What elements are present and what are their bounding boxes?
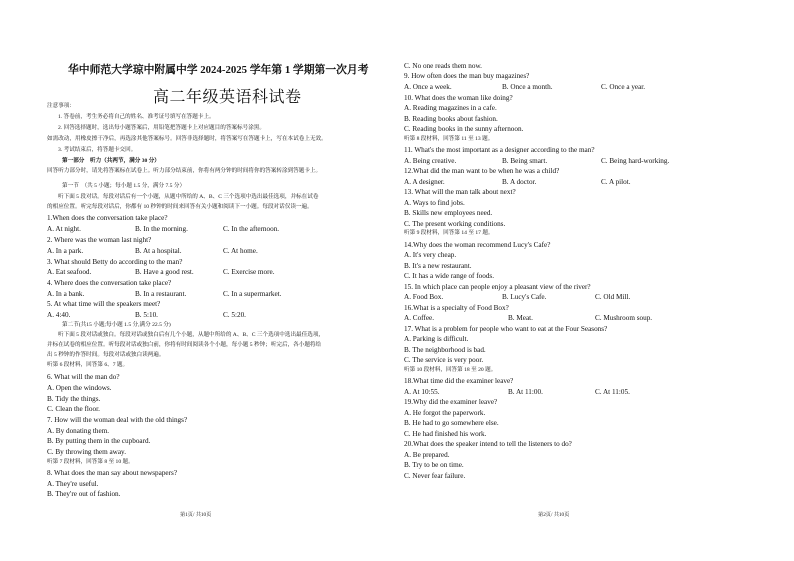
- question-17: 17. What is a problem for people who want to eat at the Four Seasons?: [404, 325, 608, 333]
- option-20b: B. Try to be on time.: [404, 461, 464, 469]
- option-3c: C. Exercise more.: [223, 268, 275, 276]
- listen-instruction: 听第 6 段材料，回答第 6、7 题。: [47, 362, 129, 368]
- option-9b: B. Once a month.: [502, 83, 553, 91]
- option-16a: A. Coffee.: [404, 314, 435, 322]
- section1-text: 的相应位置。听完每段对话后，你都有 10 秒钟的时间来回答有关小题和阅读下一小题。每段对话仅读一遍。: [47, 204, 313, 210]
- option-3b: B. Have a good rest.: [135, 268, 194, 276]
- option-9c: C. Once a year.: [601, 83, 646, 91]
- question-20: 20.What does the speaker intend to tell the listeners to do?: [404, 440, 572, 448]
- question-15: 15. In which place can people enjoy a pleasant view of the river?: [404, 283, 591, 291]
- question-12: 12.What did the man want to be when he was a child?: [404, 167, 560, 175]
- option-19c: C. He had finished his work.: [404, 430, 487, 438]
- note-item: 1. 答卷前，考生务必将自己的姓名、准考证号填写在答题卡上。: [58, 114, 215, 120]
- option-4b: B. In a restaurant.: [135, 290, 187, 298]
- option-8c: C. No one reads them now.: [404, 62, 482, 70]
- option-18c: C. At 11:05.: [595, 388, 630, 396]
- notes-heading: 注意事项：: [47, 103, 75, 109]
- option-16c: C. Mushroom soup.: [595, 314, 653, 322]
- section2-heading: 第二节(共15 小题;每小题 1.5 分,满分 22.5 分): [62, 322, 171, 328]
- note-item: 3. 考试结束后，将答题卡交回。: [58, 147, 137, 153]
- option-11a: A. Being creative.: [404, 157, 457, 165]
- question-16: 16.What is a specialty of Food Box?: [404, 304, 509, 312]
- option-12a: A. A designer.: [404, 178, 445, 186]
- option-17b: B. The neighborhood is bad.: [404, 346, 486, 354]
- option-13a: A. Ways to find jobs.: [404, 199, 465, 207]
- school-title: 华中师范大学琼中附属中学 2024-2025 学年第 1 学期第一次月考: [68, 64, 369, 76]
- option-9a: A. Once a week.: [404, 83, 452, 91]
- option-1b: B. In the morning.: [135, 225, 188, 233]
- option-19a: A. He forgot the paperwork.: [404, 409, 486, 417]
- question-1: 1.When does the conversation take place?: [47, 214, 168, 222]
- option-15c: C. Old Mill.: [595, 293, 631, 301]
- option-5c: C. 5:20.: [223, 311, 246, 319]
- option-6b: B. Tidy the things.: [47, 395, 101, 403]
- part1-heading: 第一部分 听力（共两节，满分 30 分）: [62, 158, 160, 164]
- listen-instruction: 听第 10 段材料，回答第 18 至 20 题。: [404, 367, 497, 373]
- listen-instruction: 听第 7 段材料，回答第 8 至 10 题。: [47, 459, 134, 465]
- option-2b: B. At a hospital.: [135, 247, 182, 255]
- option-1a: A. At night.: [47, 225, 81, 233]
- option-14a: A. It's very cheap.: [404, 251, 457, 259]
- option-5b: B. 5:10.: [135, 311, 158, 319]
- option-12b: B. A doctor.: [502, 178, 537, 186]
- option-18a: A. At 10:55.: [404, 388, 440, 396]
- option-19b: B. He had to go somewhere else.: [404, 419, 499, 427]
- option-18b: B. At 11:00.: [508, 388, 543, 396]
- option-16b: B. Meat.: [508, 314, 533, 322]
- option-13c: C. The present working conditions.: [404, 220, 506, 228]
- question-9: 9. How often does the man buy magazines?: [404, 72, 530, 80]
- page-number-right: 第2页/ 共10页: [538, 512, 570, 518]
- note-item: 2. 回答选择题时，选出每小题答案后，用铅笔把答题卡上对应题目的答案标号涂黑。: [58, 125, 265, 131]
- question-3: 3. What should Betty do according to the man?: [47, 258, 183, 266]
- option-14b: B. It's a new restaurant.: [404, 262, 472, 270]
- question-5: 5. At what time will the speakers meet?: [47, 300, 161, 308]
- option-2a: A. In a park.: [47, 247, 84, 255]
- listen-instruction: 听第 8 段材料，回答第 11 至 13 题。: [404, 136, 494, 142]
- option-3a: A. Eat seafood.: [47, 268, 92, 276]
- listen-instruction: 听第 9 段材料，回答第 14 至 17 题。: [404, 230, 494, 236]
- option-12c: C. A pilot.: [601, 178, 631, 186]
- option-10c: C. Reading books in the sunny afternoon.: [404, 125, 524, 133]
- option-5a: A. 4:40.: [47, 311, 71, 319]
- option-15b: B. Lucy's Cafe.: [502, 293, 547, 301]
- option-7b: B. By putting them in the cupboard.: [47, 437, 151, 445]
- question-19: 19.Why did the examiner leave?: [404, 398, 498, 406]
- option-11b: B. Being smart.: [502, 157, 548, 165]
- question-6: 6. What will the man do?: [47, 373, 120, 381]
- question-18: 18.What time did the examiner leave?: [404, 377, 514, 385]
- question-8: 8. What does the man say about newspapers?: [47, 469, 178, 477]
- section1-text: 听下面 5 段对话。每段对话后有一个小题，从题中所给的 A、B、C 三个选项中选出最佳选项，并标在试卷: [58, 194, 319, 200]
- option-6a: A. Open the windows.: [47, 384, 112, 392]
- exam-title: 高二年级英语科试卷: [153, 89, 302, 106]
- option-20a: A. Be prepared.: [404, 451, 450, 459]
- option-17a: A. Parking is difficult.: [404, 335, 469, 343]
- option-1c: C. In the afternoon.: [223, 225, 280, 233]
- option-15a: A. Food Box.: [404, 293, 444, 301]
- option-8a: A. They're useful.: [47, 480, 99, 488]
- option-10b: B. Reading books about fashion.: [404, 115, 498, 123]
- option-7a: A. By donating them.: [47, 427, 110, 435]
- option-8b: B. They're out of fashion.: [47, 490, 121, 498]
- question-11: 11. What's the most important as a designer according to the man?: [404, 146, 595, 154]
- option-14c: C. It has a wide range of foods.: [404, 272, 495, 280]
- question-10: 10. What does the woman like doing?: [404, 94, 513, 102]
- option-13b: B. Skills new employees need.: [404, 209, 493, 217]
- question-13: 13. What will the man talk about next?: [404, 188, 516, 196]
- option-10a: A. Reading magazines in a cafe.: [404, 104, 497, 112]
- section2-text: 并标在试卷的相应位置。听每段对话或独白前，你将有时间阅读各个小题，每小题 5 秒钟；听完后，各小题将给: [47, 342, 322, 348]
- section2-text: 出 5 秒钟的作答时间。每段对话或独白读两遍。: [47, 352, 165, 358]
- note-item: 如需改动，用橡皮擦干净后，再选涂其他答案标号。回答非选择题时，将答案写在答题卡上，写在本试卷上无效。: [47, 136, 327, 142]
- question-7: 7. How will the woman deal with the old things?: [47, 416, 188, 424]
- option-2c: C. At home.: [223, 247, 258, 255]
- option-17c: C. The service is very poor.: [404, 356, 484, 364]
- option-4a: A. In a bank.: [47, 290, 85, 298]
- section1-heading: 第一节 （共 5 小题；每小题 1.5 分，满分 7.5 分）: [62, 183, 186, 189]
- option-4c: C. In a supermarket.: [223, 290, 282, 298]
- option-11c: C. Being hard-working.: [601, 157, 670, 165]
- option-20c: C. Never fear failure.: [404, 472, 466, 480]
- option-7c: C. By throwing them away.: [47, 448, 126, 456]
- page-number-left: 第1页/ 共10页: [180, 512, 212, 518]
- part1-intro: 回答听力部分时，请先将答案标在试卷上。听力部分结束前，你将有两分钟的时间将你的答案转涂到答题卡上。: [47, 168, 322, 174]
- question-4: 4. Where does the conversation take place?: [47, 279, 172, 287]
- question-14: 14.Why does the woman recommend Lucy's Cafe?: [404, 241, 551, 249]
- option-6c: C. Clean the floor.: [47, 405, 100, 413]
- question-2: 2. Where was the woman last night?: [47, 236, 152, 244]
- section2-text: 听下面 5 段对话或独白。每段对话或独白后有几个小题，从题中所给的 A、B、C 三个选项中选出最佳选项，: [58, 332, 325, 338]
